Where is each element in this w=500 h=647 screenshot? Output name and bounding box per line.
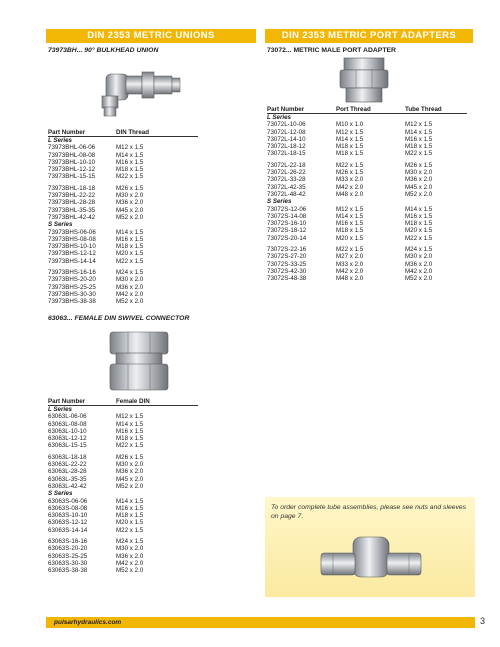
part-number-cell: 63063S-20-20 [48, 545, 88, 553]
port-adapter-table [267, 106, 467, 283]
tube-thread-cell: M36 x 2.0 [405, 260, 433, 268]
part-number-cell: 63063L-10-10 [48, 427, 87, 435]
part-number-cell: 73973BHS-20-20 [48, 276, 96, 284]
port-thread-cell: M48 x 2.0 [336, 190, 364, 198]
table-row [48, 538, 198, 545]
part-number-cell: 73072S-12-06 [267, 205, 307, 213]
part-number-cell: 73072L-22-18 [267, 161, 306, 169]
din-thread-cell: M12 x 1.5 [116, 144, 144, 152]
female-din-cell: M20 x 1.5 [116, 519, 144, 527]
part-number-cell: 73973BHL-08-08 [48, 151, 96, 159]
bulkhead-union-photo [92, 58, 182, 138]
port-thread-cell: M14 x 1.5 [336, 135, 364, 143]
tube-thread-cell: M52 x 2.0 [405, 275, 433, 283]
bulkhead-union-table [48, 129, 198, 306]
part-number-cell: 73973BHL-10-10 [48, 158, 96, 166]
part-number-cell: 73973BHS-14-14 [48, 257, 96, 265]
part-number-cell: 73072S-22-16 [267, 246, 307, 254]
port-thread-cell: M16 x 1.5 [336, 220, 364, 228]
tube-thread-cell: M16 x 1.5 [405, 212, 433, 220]
part-number-cell: 73072L-26-22 [267, 169, 306, 177]
din-thread-cell: M22 x 1.5 [116, 173, 144, 181]
part-number-cell: 73072S-48-38 [267, 275, 307, 283]
footer-bar [46, 617, 475, 628]
part-number-cell: 73973BHL-15-15 [48, 173, 96, 181]
part-number-cell: 63063S-38-38 [48, 567, 88, 575]
table-row [267, 136, 467, 143]
table-row [48, 483, 198, 490]
din-thread-cell: M14 x 1.5 [116, 151, 144, 159]
port-thread-cell: M22 x 1.5 [336, 161, 364, 169]
part-number-cell: 63063S-14-14 [48, 526, 88, 534]
table-row [48, 258, 198, 265]
table-row [48, 269, 198, 276]
port-adapter-subtitle: 73072... METRIC MALE PORT ADAPTER [267, 47, 396, 54]
tube-thread-cell: M22 x 1.5 [405, 234, 433, 242]
part-number-cell: 63063L-35-35 [48, 475, 87, 483]
table-row [267, 261, 467, 268]
part-number-cell: 73973BHS-08-08 [48, 235, 96, 243]
table-row [48, 214, 198, 221]
ordering-note-box [265, 497, 475, 597]
part-number-cell: 63063L-22-22 [48, 461, 87, 469]
part-number-cell: 73072L-48-42 [267, 190, 306, 198]
part-number-cell: 63063S-10-10 [48, 512, 88, 520]
port-thread-cell: M42 x 2.0 [336, 183, 364, 191]
port-thread-cell: M20 x 1.5 [336, 234, 364, 242]
din-thread-cell: M52 x 2.0 [116, 298, 144, 306]
part-number-cell: 73072L-14-10 [267, 135, 306, 143]
tube-thread-cell: M18 x 1.5 [405, 220, 433, 228]
part-number-cell: 63063L-18-18 [48, 453, 87, 461]
part-number-cell: 73072L-33-28 [267, 176, 306, 184]
table-row [48, 192, 198, 199]
port-thread-cell: M42 x 2.0 [336, 267, 364, 275]
part-number-cell: 63063S-30-30 [48, 559, 88, 567]
elbow-fitting-photo [311, 523, 431, 593]
right-section-banner: DIN 2353 METRIC PORT ADAPTERS [265, 29, 473, 43]
din-thread-cell: M36 x 2.0 [116, 283, 144, 291]
female-din-cell: M24 x 1.5 [116, 538, 144, 546]
table-row [267, 253, 467, 260]
table-row [48, 567, 198, 574]
part-number-cell: 73973BHS-12-12 [48, 250, 96, 258]
table-row [48, 207, 198, 214]
table-row [48, 291, 198, 298]
din-thread-cell: M24 x 1.5 [116, 269, 144, 277]
tube-thread-header: Tube Thread [405, 106, 442, 113]
table-row [48, 159, 198, 166]
part-number-cell: 73973BHS-38-38 [48, 298, 96, 306]
table-row [48, 185, 198, 192]
page-number: 3 [480, 616, 486, 626]
part-number-cell: 73973BHS-25-25 [48, 283, 96, 291]
swivel-connector-photo [106, 326, 172, 396]
table-row [48, 428, 198, 435]
part-number-cell: 73072S-16-10 [267, 220, 307, 228]
part-number-cell: 73072S-33-25 [267, 260, 307, 268]
part-number-cell: 63063L-28-28 [48, 468, 87, 476]
din-thread-cell: M45 x 2.0 [116, 206, 144, 214]
tube-thread-cell: M30 x 2.0 [405, 253, 433, 261]
port-adapter-photo [336, 56, 392, 106]
female-din-cell: M16 x 1.5 [116, 427, 144, 435]
part-number-cell: 63063S-08-08 [48, 504, 88, 512]
swivel-connector-table [48, 398, 198, 575]
female-din-cell: M45 x 2.0 [116, 475, 144, 483]
part-number-cell: 63063S-12-12 [48, 519, 88, 527]
tube-thread-cell: M12 x 1.5 [405, 121, 433, 129]
part-number-cell: 63063S-06-06 [48, 497, 88, 505]
tube-thread-cell: M24 x 1.5 [405, 246, 433, 254]
port-thread-cell: M12 x 1.5 [336, 128, 364, 136]
part-number-cell: 63063L-15-15 [48, 442, 87, 450]
female-din-cell: M18 x 1.5 [116, 435, 144, 443]
tube-thread-cell: M26 x 1.5 [405, 161, 433, 169]
table-header [48, 398, 198, 406]
part-number-cell: 63063S-16-16 [48, 538, 88, 546]
port-thread-cell: M33 x 2.0 [336, 176, 364, 184]
table-row [48, 144, 198, 151]
part-number-cell: 73072L-10-06 [267, 121, 306, 129]
part-number-header: Part Number [48, 129, 86, 136]
table-row [48, 461, 198, 468]
din-thread-header: DIN Thread [116, 129, 150, 136]
table-row [48, 413, 198, 420]
tube-thread-cell: M14 x 1.5 [405, 205, 433, 213]
table-row [48, 468, 198, 475]
part-number-cell: 73072S-18-12 [267, 227, 307, 235]
part-number-cell: 73973BHL-42-42 [48, 213, 96, 221]
table-row [48, 173, 198, 180]
part-number-cell: 73973BHS-30-30 [48, 290, 96, 298]
din-thread-cell: M42 x 2.0 [116, 290, 144, 298]
table-row [267, 162, 467, 169]
female-din-header: Female DIN [116, 398, 150, 405]
table-row [267, 227, 467, 234]
left-section-banner: DIN 2353 METRIC UNIONS [46, 29, 256, 43]
din-thread-cell: M16 x 1.5 [116, 235, 144, 243]
female-din-cell: M14 x 1.5 [116, 497, 144, 505]
table-row [267, 213, 467, 220]
part-number-cell: 73072S-20-14 [267, 234, 307, 242]
table-row [48, 545, 198, 552]
table-row [267, 143, 467, 150]
female-din-cell: M18 x 1.5 [116, 512, 144, 520]
table-row [48, 229, 198, 236]
table-row [48, 498, 198, 505]
din-thread-cell: M30 x 2.0 [116, 192, 144, 200]
female-din-cell: M14 x 1.5 [116, 420, 144, 428]
table-row [267, 121, 467, 128]
part-number-cell: 73973BHL-18-18 [48, 184, 96, 192]
din-thread-cell: M36 x 2.0 [116, 199, 144, 207]
table-row [48, 519, 198, 526]
female-din-cell: M16 x 1.5 [116, 504, 144, 512]
part-number-cell: 73072S-27-20 [267, 253, 307, 261]
din-thread-cell: M16 x 1.5 [116, 158, 144, 166]
table-row [48, 421, 198, 428]
tube-thread-cell: M20 x 1.5 [405, 227, 433, 235]
tube-thread-cell: M36 x 2.0 [405, 176, 433, 184]
table-row [48, 284, 198, 291]
series-label: S Series [48, 221, 73, 229]
part-number-cell: 73973BHS-16-16 [48, 269, 96, 277]
port-thread-cell: M18 x 1.5 [336, 143, 364, 151]
female-din-cell: M12 x 1.5 [116, 413, 144, 421]
table-row [48, 560, 198, 567]
part-number-cell: 73072S-14-08 [267, 212, 307, 220]
part-number-cell: 63063L-08-08 [48, 420, 87, 428]
part-number-cell: 73072L-18-12 [267, 143, 306, 151]
part-number-cell: 73072L-42-35 [267, 183, 306, 191]
part-number-cell: 73973BHL-28-28 [48, 199, 96, 207]
table-row [267, 246, 467, 253]
table-row [48, 553, 198, 560]
female-din-cell: M26 x 1.5 [116, 453, 144, 461]
table-row [48, 442, 198, 449]
part-number-header: Part Number [48, 398, 86, 405]
table-row [267, 176, 467, 183]
table-row [48, 505, 198, 512]
table-row [267, 220, 467, 227]
port-thread-cell: M12 x 1.5 [336, 205, 364, 213]
website-link[interactable]: pulsarhydraulics.com [54, 619, 122, 626]
port-thread-cell: M48 x 2.0 [336, 275, 364, 283]
table-row [267, 206, 467, 213]
port-thread-cell: M18 x 1.5 [336, 150, 364, 158]
table-row [48, 243, 198, 250]
part-number-cell: 73973BHL-06-06 [48, 144, 96, 152]
tube-thread-cell: M45 x 2.0 [405, 183, 433, 191]
table-header [267, 106, 467, 114]
table-row [48, 454, 198, 461]
tube-thread-cell: M52 x 2.0 [405, 190, 433, 198]
female-din-cell: M30 x 2.0 [116, 461, 144, 469]
part-number-cell: 73072S-42-30 [267, 267, 307, 275]
port-thread-header: Port Thread [336, 106, 371, 113]
din-thread-cell: M30 x 2.0 [116, 276, 144, 284]
tube-thread-cell: M22 x 1.5 [405, 150, 433, 158]
series-label: S Series [267, 198, 292, 206]
part-number-cell: 63063L-12-12 [48, 435, 87, 443]
female-din-cell: M52 x 2.0 [116, 482, 144, 490]
table-row [267, 169, 467, 176]
part-number-cell: 73072L-12-08 [267, 128, 306, 136]
female-din-cell: M52 x 2.0 [116, 567, 144, 575]
port-thread-cell: M26 x 1.5 [336, 169, 364, 177]
din-thread-cell: M14 x 1.5 [116, 228, 144, 236]
female-din-cell: M22 x 1.5 [116, 526, 144, 534]
port-thread-cell: M33 x 2.0 [336, 260, 364, 268]
tube-thread-cell: M18 x 1.5 [405, 143, 433, 151]
port-thread-cell: M10 x 1.0 [336, 121, 364, 129]
din-thread-cell: M26 x 1.5 [116, 184, 144, 192]
part-number-cell: 73973BHL-12-12 [48, 166, 96, 174]
table-row [48, 512, 198, 519]
tube-thread-cell: M42 x 2.0 [405, 267, 433, 275]
table-row [48, 152, 198, 159]
swivel-connector-subtitle: 63063... FEMALE DIN SWIVEL CONNECTOR [48, 315, 190, 322]
table-row [48, 199, 198, 206]
female-din-cell: M30 x 2.0 [116, 545, 144, 553]
din-thread-cell: M22 x 1.5 [116, 257, 144, 265]
part-number-cell: 73072L-18-15 [267, 150, 306, 158]
female-din-cell: M22 x 1.5 [116, 442, 144, 450]
series-label: L Series [48, 406, 72, 413]
din-thread-cell: M18 x 1.5 [116, 243, 144, 251]
part-number-header: Part Number [267, 106, 305, 113]
din-thread-cell: M18 x 1.5 [116, 166, 144, 174]
part-number-cell: 63063L-42-42 [48, 482, 87, 490]
table-row [267, 275, 467, 282]
part-number-cell: 73973BHL-35-35 [48, 206, 96, 214]
port-thread-cell: M18 x 1.5 [336, 227, 364, 235]
table-row [267, 184, 467, 191]
part-number-cell: 73973BHS-06-06 [48, 228, 96, 236]
part-number-cell: 73973BHS-10-10 [48, 243, 96, 251]
table-row [267, 235, 467, 242]
series-label: L Series [267, 114, 291, 121]
table-row [48, 435, 198, 442]
port-thread-cell: M27 x 2.0 [336, 253, 364, 261]
table-row [267, 191, 467, 198]
series-label: L Series [48, 137, 72, 144]
tube-thread-cell: M14 x 1.5 [405, 128, 433, 136]
din-thread-cell: M20 x 1.5 [116, 250, 144, 258]
table-row [48, 236, 198, 243]
tube-thread-cell: M16 x 1.5 [405, 135, 433, 143]
table-row [267, 150, 467, 157]
table-row [48, 276, 198, 283]
port-thread-cell: M22 x 1.5 [336, 246, 364, 254]
table-header [48, 129, 198, 137]
table-row [48, 476, 198, 483]
port-thread-cell: M14 x 1.5 [336, 212, 364, 220]
table-row [267, 268, 467, 275]
part-number-cell: 63063L-06-06 [48, 413, 87, 421]
din-thread-cell: M52 x 2.0 [116, 213, 144, 221]
series-label: S Series [48, 490, 73, 498]
bulkhead-union-subtitle: 73973BH... 90° BULKHEAD UNION [48, 47, 159, 54]
part-number-cell: 63063S-25-25 [48, 552, 88, 560]
table-row [48, 166, 198, 173]
female-din-cell: M36 x 2.0 [116, 468, 144, 476]
female-din-cell: M42 x 2.0 [116, 559, 144, 567]
table-row [48, 250, 198, 257]
tube-thread-cell: M30 x 2.0 [405, 169, 433, 177]
female-din-cell: M36 x 2.0 [116, 552, 144, 560]
table-row [48, 298, 198, 305]
part-number-cell: 73973BHL-22-22 [48, 192, 96, 200]
table-row [267, 129, 467, 136]
ordering-note-text: To order complete tube assemblies, please see nuts and sleeves on page 7. [271, 504, 467, 520]
table-row [48, 527, 198, 534]
